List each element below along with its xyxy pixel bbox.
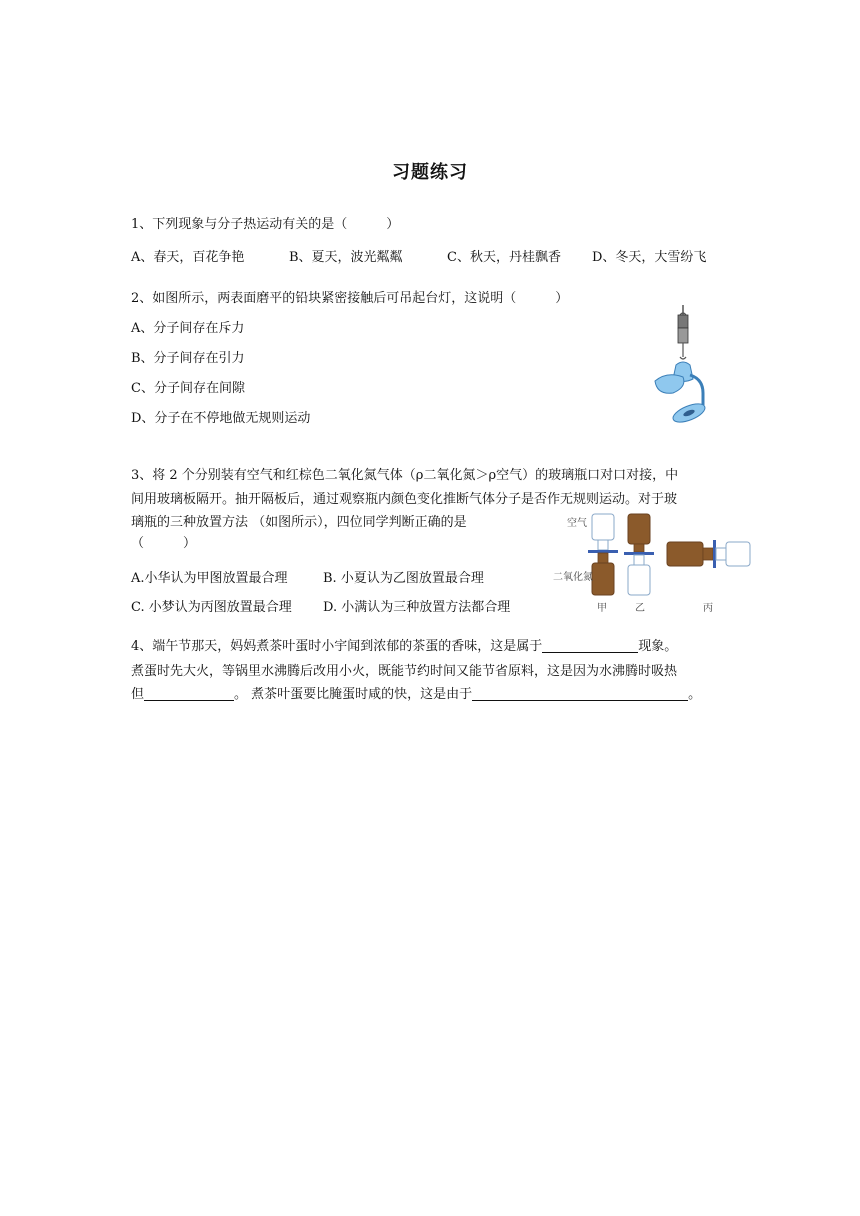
q4-blank-2[interactable] (144, 686, 234, 701)
q4-blank-1[interactable] (542, 638, 638, 653)
q1-option-a: A、春天，百花争艳 (131, 250, 245, 265)
label-bing: 丙 (703, 603, 713, 614)
label-air: 空气 (567, 518, 587, 529)
q3-line3: 璃瓶的三种放置方法 （如图所示），四位同学判断正确的是 (131, 515, 467, 530)
q4-line3-end: 。 (688, 687, 702, 702)
q3-line2: 间用玻璃板隔开。抽开隔板后，通过观察瓶内颜色变化推断气体分子是否作无规则运动。对于玻 (131, 492, 678, 507)
q1-option-b: B、夏天，波光粼粼 (289, 250, 403, 265)
q4-line1 (131, 638, 677, 656)
q4-line3 (131, 686, 701, 704)
q1-option-d: D、冬天，大雪纷飞 (592, 250, 707, 265)
q3-option-a: A.小华认为甲图放置最合理 (131, 571, 288, 586)
q2-option-b: B、分子间存在引力 (131, 351, 245, 366)
q3-answer-paren: （ ） (131, 536, 197, 551)
q4-line1-text: 4、端午节那天，妈妈煮茶叶蛋时小宇闻到浓郁的茶蛋的香味，这是属于 (131, 639, 543, 654)
q4-line3-start: 但 (131, 687, 145, 702)
q3-option-b: B. 小夏认为乙图放置最合理 (323, 571, 484, 586)
q4-line3-text: 。 煮茶叶蛋要比腌蛋时咸的快，这是由于 (234, 687, 473, 702)
page-title: 习题练习 (392, 162, 468, 183)
label-jia: 甲 (597, 603, 607, 614)
q3-option-d: D. 小满认为三种放置方法都合理 (323, 600, 511, 615)
label-no2: 二氧化氮 (553, 572, 593, 583)
q4-blank-3[interactable] (472, 686, 688, 701)
label-yi: 乙 (635, 603, 645, 614)
gas-bottles-figure (545, 508, 755, 618)
q1-option-c: C、秋天，丹桂飘香 (447, 250, 561, 265)
q1-stem: 1、下列现象与分子热运动有关的是（ ） (131, 217, 400, 232)
q4-line1-end: 现象。 (638, 639, 678, 654)
q2-stem: 2、如图所示，两表面磨平的铅块紧密接触后可吊起台灯，这说明（ ） (131, 291, 569, 306)
q3-option-c: C. 小梦认为丙图放置最合理 (131, 600, 292, 615)
q3-line1: 3、将 2 个分别装有空气和红棕色二氧化氮气体（ρ二氧化氮＞ρ空气）的玻璃瓶口对口对接，中 (131, 468, 679, 483)
q4-line2: 煮蛋时先大火，等锅里水沸腾后改用小火，既能节约时间又能节省原料，这是因为水沸腾时吸热 (131, 664, 678, 679)
q2-option-d: D、分子在不停地做无规则运动 (131, 411, 311, 426)
q2-option-c: C、分子间存在间隙 (131, 381, 245, 396)
bottle-setup-bing (667, 540, 750, 568)
lead-block-lamp-figure (645, 305, 720, 427)
bottle-setup-yi (624, 514, 654, 595)
q2-option-a: A、分子间存在斥力 (131, 321, 245, 336)
